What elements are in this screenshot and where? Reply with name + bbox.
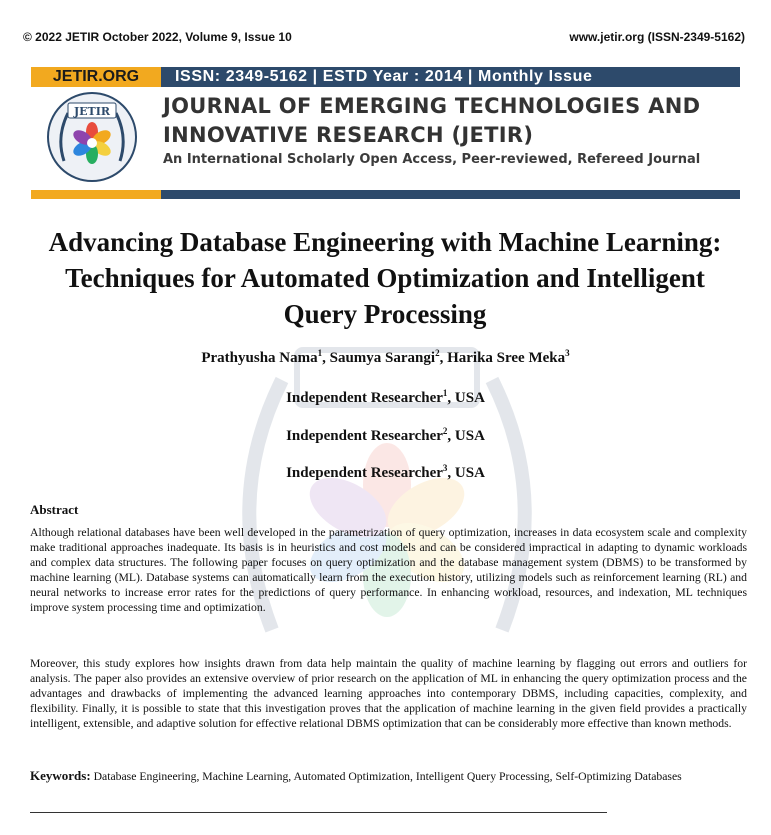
author-name: Prathyusha Nama <box>201 350 318 366</box>
affiliation: Independent Researcher$^1$, USA <box>286 388 485 406</box>
running-header-right: www.jetir.org (ISSN-2349-5162) <box>569 30 745 44</box>
journal-subtitle: An International Scholarly Open Access, Peer-reviewed, Refereed Journal <box>163 152 701 167</box>
abstract-heading: Abstract <box>30 502 79 517</box>
banner-text: ISSN: 2349-5162 | ESTD Year : 2014 | Monthly Issue <box>175 68 593 85</box>
affiliation: Independent Researcher$^2$, USA <box>286 426 485 444</box>
author-name: Saumya Sarangi <box>329 350 436 366</box>
banner-divider-navy <box>161 190 740 199</box>
jetir-logo-icon <box>46 91 138 183</box>
abstract-paragraph: Although relational databases have been well developed in the parametrization of query optimization, increases in data ecosystem scale and complexity make traditional approaches inadequate. Its basis is in heuristics and cost models and can be considered impractical in adapting to dynamic workloads and complex data structures. The following paper focuses on query optimization and the database management system (DBMS) to be transformed by machine learning (ML). Database systems can automatically learn from the execution history, utilizing models such as reinforcement learning (RL) and neural networks to increase error rates for the predictions of query performance. In enhancing workload, resources, and indexation, ML techniques improve system processing time and optimization. <box>30 526 747 614</box>
affiliation: Independent Researcher$^3$, USA <box>286 463 485 481</box>
keywords-label: Keywords: <box>30 768 91 783</box>
author-affiliation-mark: 1 <box>317 348 323 358</box>
author-affiliation-mark: 3 <box>565 348 570 358</box>
journal-name: JOURNAL OF EMERGING TECHNOLOGIES AND INNOVATIVE RESEARCH (JETIR) <box>163 94 701 147</box>
keywords-text: Database Engineering, Machine Learning, Automated Optimization, Intelligent Query Processing, Self-Optimizing Databases <box>93 770 682 783</box>
author-affiliation-mark: 2 <box>435 348 440 358</box>
banner-tag: JETIR.ORG <box>31 67 161 87</box>
banner-divider-orange <box>31 190 161 199</box>
logo-text: JETIR <box>73 105 111 118</box>
paper-title: Advancing Database Engineering with Machine Learning: Techniques for Automated Optimization and Intelligent Query Processing <box>48 227 722 329</box>
abstract-paragraph: Moreover, this study explores how insights drawn from data help maintain the quality of machine learning by flagging out errors and outliers for analysis. The paper also provides an extensive overview of prior research on the application of ML in enhancing the query optimization process and the advantages and drawbacks of implementing the advanced learning approaches into contemporary DBMS, including capacities, complexity, and flexibility. Finally, it is possible to state that this investigation proves that the application of machine learning in the given field provides a practically intelligent, extensible, and adaptive solution for effective relational DBMS optimization that can be considerably more effective than known methods. <box>30 657 747 730</box>
footnote-rule <box>30 812 607 813</box>
keywords <box>30 768 747 784</box>
author-name: Harika Sree Meka <box>447 350 566 366</box>
author-list: Prathyusha Nama$^1$, Saumya Sarangi$^2$, Harika Sree Meka$^3$ <box>201 348 570 366</box>
running-header-left: © 2022 JETIR October 2022, Volume 9, Issue 10 <box>23 30 292 44</box>
